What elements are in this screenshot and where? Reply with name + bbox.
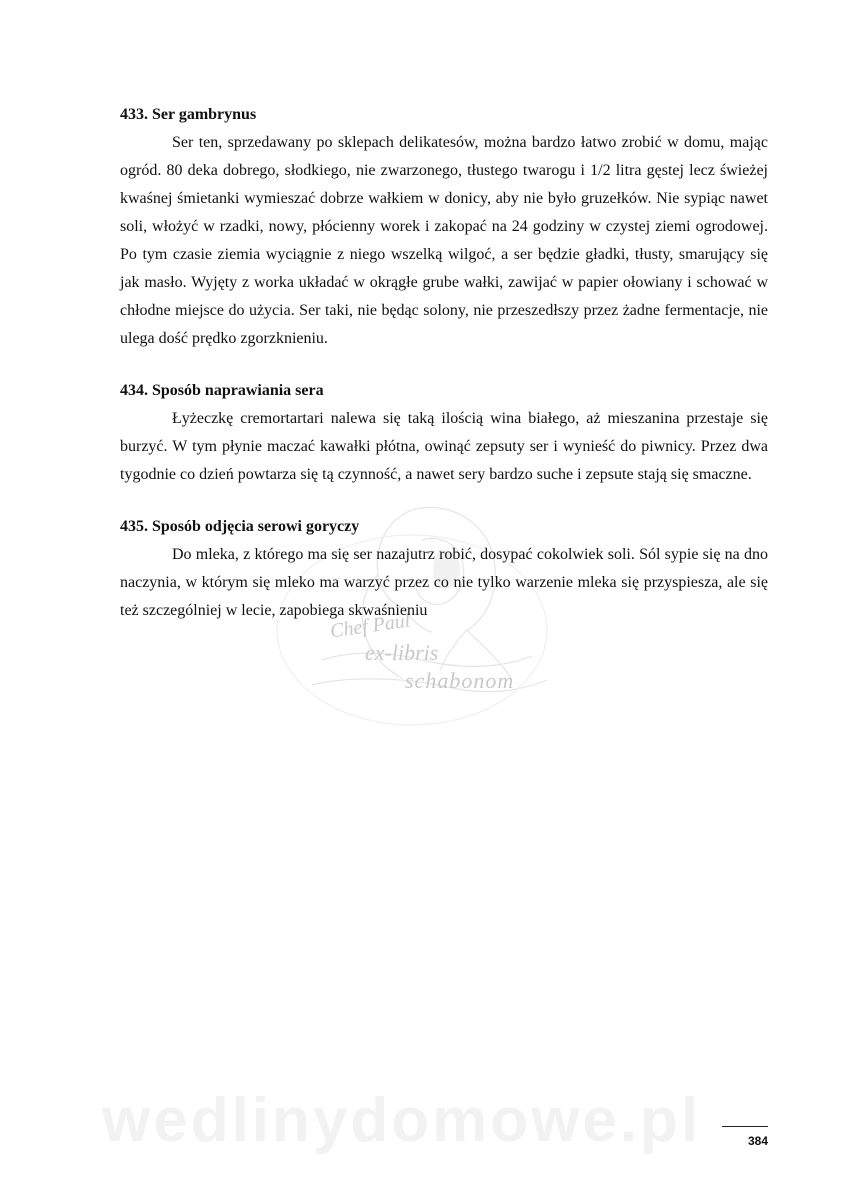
recipe-heading: 433. Ser gambrynus xyxy=(120,106,257,123)
recipe-heading: 434. Sposób naprawiania sera xyxy=(120,382,324,399)
recipe-section-435 xyxy=(120,513,768,625)
recipe-body: Ser ten, sprzedawany po sklepach delikatesów, można bardzo łatwo zrobić w domu, mając ogród. 80 deka dobrego, słodkiego, nie zwarzonego, tłustego twarogu i 1/2 litra gęstej lecz świeżej kwaśnej śmietanki wymieszać dobrze wałkiem w donicy, aby nie było gruzełków. Nie sypiąc nawet soli, włożyć w rzadki, nowy, płócienny worek i zakopać na 24 godziny w czystej ziemi ogrodowej. Po tym czasie ziemia wyciągnie z niego wszelką wilgoć, a ser będzie gładki, tłusty, smarujący się jak masło. Wyjęty z worka układać w okrągłe grube wałki, zawijać w papier ołowiany i schować w chłodne miejsce do użycia. Ser taki, nie będąc solony, nie przeszedłszy przez żadne fermentacje, nie ulega dość prędko zgorzknieniu. xyxy=(120,134,768,347)
recipe-section-433 xyxy=(120,101,768,353)
seal-text-line-2: ex-libris xyxy=(365,640,439,665)
recipe-heading: 435. Sposób odjęcia serowi goryczy xyxy=(120,518,360,535)
recipe-content xyxy=(120,101,768,649)
page-number: 384 xyxy=(747,1134,768,1148)
seal-text-line-3: schabonom xyxy=(405,668,515,693)
site-watermark: wedlinydomowe.pl xyxy=(102,1086,702,1155)
recipe-body: Do mleka, z którego ma się ser nazajutrz robić, dosypać cokolwiek soli. Sól sypie się na dno naczynia, w którym się mleko ma warzyć przez co nie tylko warzenie mleka się przyspiesza, ale się też szczególniej w lecie, zapobiega skwaśnieniu xyxy=(120,546,768,619)
footer-rule xyxy=(722,1126,768,1127)
recipe-section-434 xyxy=(120,377,768,489)
recipe-body: Łyżeczkę cremortartari nalewa się taką ilością wina białego, aż mieszanina przestaje się burzyć. W tym płynie maczać kawałki płótna, owinąć zepsuty ser i wynieść do piwnicy. Przez dwa tygodnie co dzień powtarza się tą czynność, a nawet sery bardzo suche i zepsute stają się smaczne. xyxy=(120,410,768,483)
seal-text-line-1: Chef Paul xyxy=(328,609,412,643)
